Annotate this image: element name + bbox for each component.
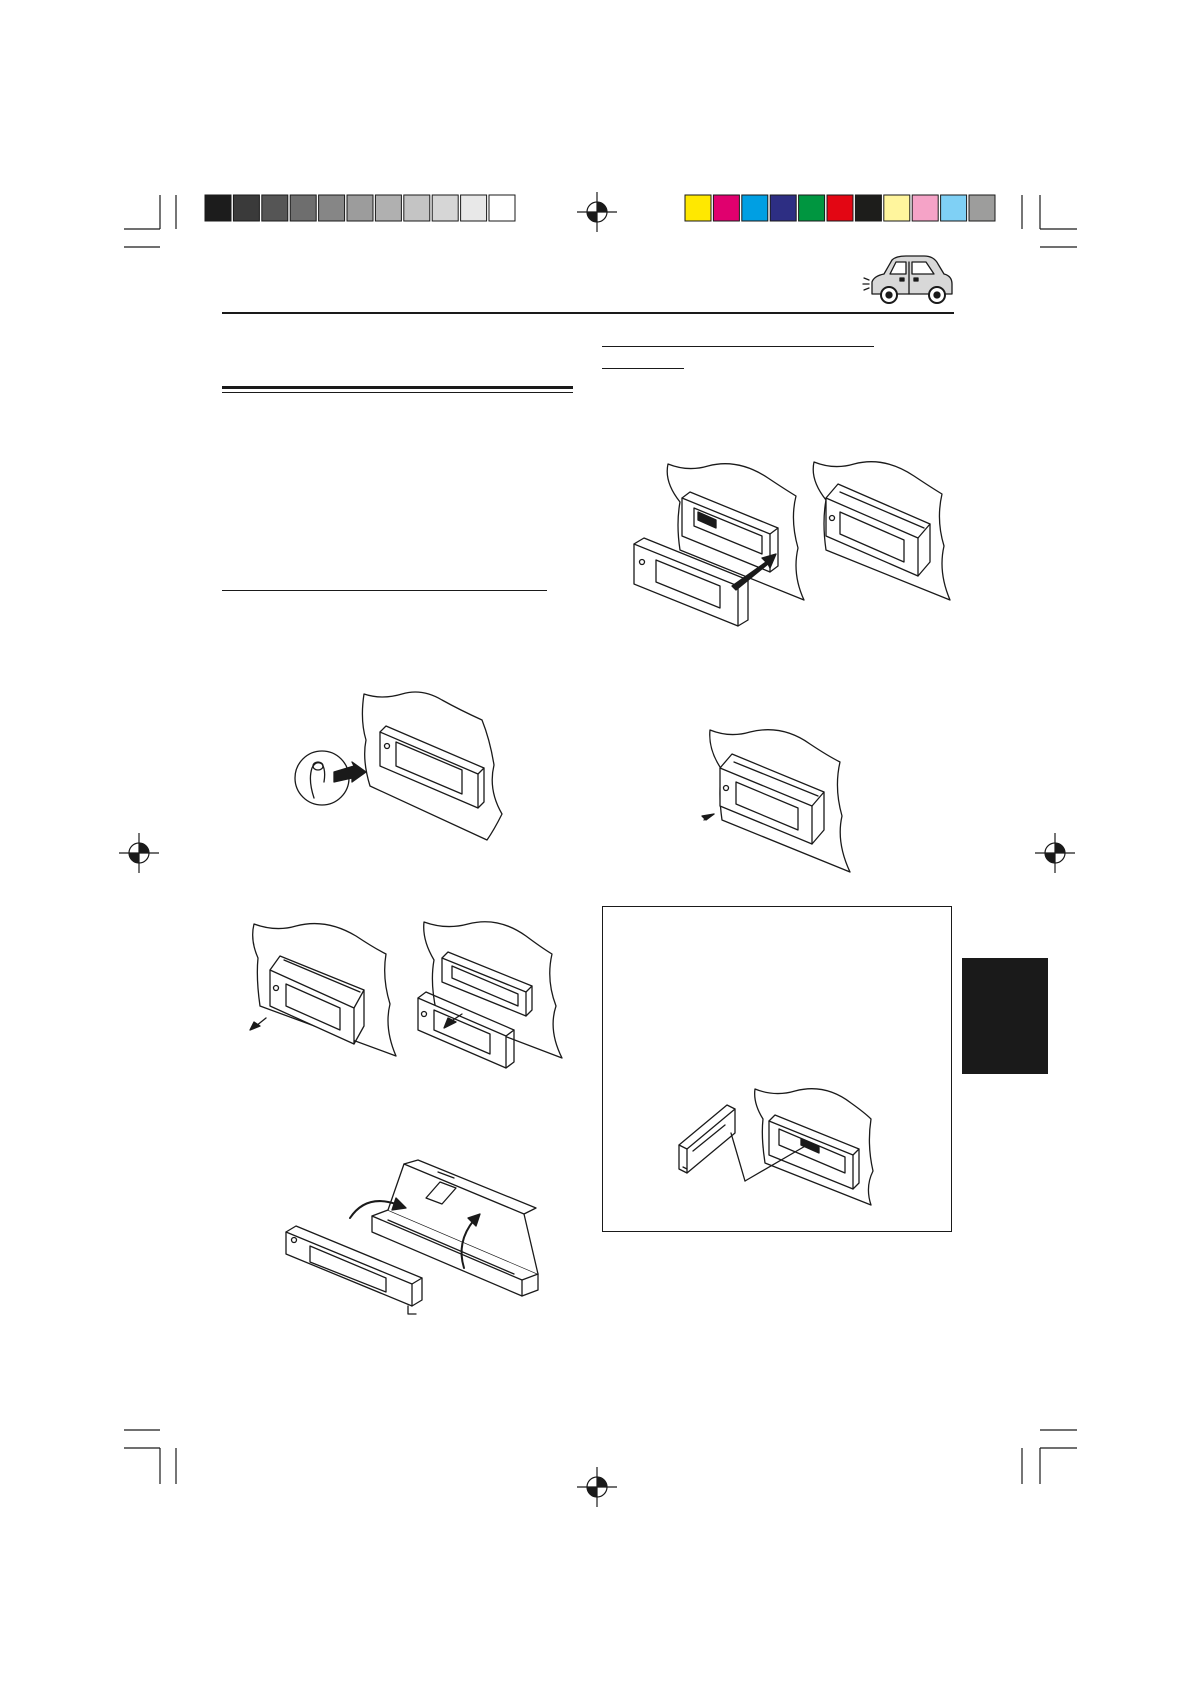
color-swatch bbox=[855, 195, 881, 221]
color-swatch bbox=[912, 195, 938, 221]
header-rule bbox=[222, 312, 954, 314]
gray-swatch bbox=[319, 195, 345, 221]
remove-control-panel bbox=[246, 918, 576, 1080]
panel-pressed-in bbox=[696, 722, 876, 888]
color-swatch bbox=[685, 195, 711, 221]
gray-scale-bar bbox=[204, 194, 516, 222]
color-bar bbox=[684, 194, 996, 222]
gray-swatch bbox=[432, 195, 458, 221]
panel-connectors bbox=[675, 1085, 875, 1215]
registration-mark-top bbox=[577, 192, 617, 232]
gray-swatch bbox=[233, 195, 259, 221]
color-swatch bbox=[941, 195, 967, 221]
gray-swatch bbox=[461, 195, 487, 221]
gray-swatch bbox=[375, 195, 401, 221]
language-tab bbox=[962, 958, 1048, 1074]
section-title-rule-thin bbox=[222, 392, 573, 393]
registration-mark-left bbox=[119, 833, 159, 873]
gray-swatch bbox=[347, 195, 373, 221]
color-swatch bbox=[742, 195, 768, 221]
color-swatch bbox=[827, 195, 853, 221]
gray-swatch bbox=[489, 195, 515, 221]
press-release-button bbox=[292, 690, 514, 842]
color-swatch bbox=[969, 195, 995, 221]
color-swatch bbox=[713, 195, 739, 221]
registration-mark-bottom bbox=[577, 1467, 617, 1507]
gray-swatch bbox=[404, 195, 430, 221]
color-swatch bbox=[799, 195, 825, 221]
section-title-rule bbox=[222, 386, 573, 389]
registration-mark-right bbox=[1035, 833, 1075, 873]
gray-swatch bbox=[290, 195, 316, 221]
gray-swatch bbox=[262, 195, 288, 221]
color-swatch bbox=[884, 195, 910, 221]
right-heading-rule-2 bbox=[602, 368, 684, 369]
attach-control-panel bbox=[628, 458, 964, 636]
caution-box bbox=[602, 906, 952, 1232]
right-heading-rule bbox=[602, 346, 874, 347]
car-icon bbox=[862, 252, 958, 310]
store-panel-in-case bbox=[276, 1158, 540, 1324]
color-swatch bbox=[770, 195, 796, 221]
gray-swatch bbox=[205, 195, 231, 221]
subsection-rule-detach bbox=[222, 590, 547, 591]
